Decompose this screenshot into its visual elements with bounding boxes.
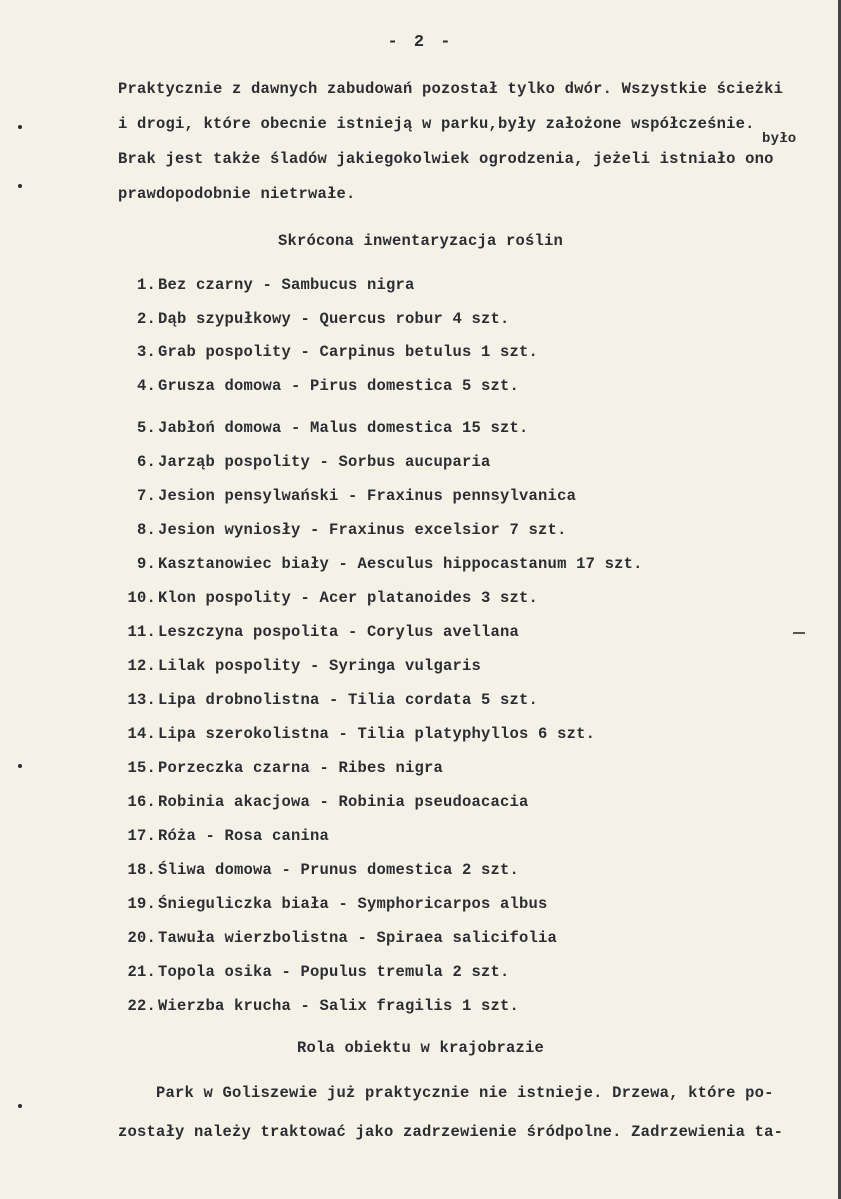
item-number: 12. xyxy=(127,657,156,675)
item-number: 3. xyxy=(136,343,156,361)
item-number: 10. xyxy=(127,589,156,607)
item-text: Lipa drobnolistna - Tilia cordata 5 szt. xyxy=(158,691,539,709)
intro-line-3: Brak jest także śladów jakiegokolwiek ogrodzenia, jeżeli istniało ono xyxy=(118,150,774,168)
binding-hole-dot xyxy=(18,125,22,129)
item-number: 22. xyxy=(127,997,156,1015)
page-number: - 2 - xyxy=(387,33,454,52)
list-item xyxy=(118,895,548,913)
item-text: Grab pospolity - Carpinus betulus 1 szt. xyxy=(158,343,539,361)
item-number: 9. xyxy=(136,555,156,573)
list-item xyxy=(118,453,491,471)
item-number: 15. xyxy=(127,759,156,777)
list-item xyxy=(118,521,567,539)
list-item xyxy=(118,963,510,981)
list-item xyxy=(118,343,538,361)
list-item xyxy=(118,657,481,675)
item-text: Róża - Rosa canina xyxy=(158,827,330,845)
item-number: 6. xyxy=(136,453,156,471)
item-text: Grusza domowa - Pirus domestica 5 szt. xyxy=(158,377,520,395)
item-text: Dąb szypułkowy - Quercus robur 4 szt. xyxy=(158,310,510,328)
item-text: Kasztanowiec biały - Aesculus hippocastanum 17 szt. xyxy=(158,555,643,573)
list-item xyxy=(118,276,415,294)
list-item xyxy=(118,589,538,607)
item-text: Wierzba krucha - Salix fragilis 1 szt. xyxy=(158,997,520,1015)
intro-line-4: prawdopodobnie nietrwałe. xyxy=(118,185,356,203)
item-number: 7. xyxy=(136,487,156,505)
item-text: Porzeczka czarna - Ribes nigra xyxy=(158,759,444,777)
list-item xyxy=(118,419,529,437)
item-number: 18. xyxy=(127,861,156,879)
list-item xyxy=(118,929,557,947)
role-line-1: Park w Goliszewie już praktycznie nie istnieje. Drzewa, które po- xyxy=(156,1084,774,1102)
list-item xyxy=(118,377,519,395)
handwritten-insertion: było xyxy=(762,131,797,147)
list-item xyxy=(118,793,529,811)
item-number: 1. xyxy=(136,276,156,294)
list-item xyxy=(118,861,519,879)
item-number: 8. xyxy=(136,521,156,539)
item-number: 17. xyxy=(127,827,156,845)
item-number: 4. xyxy=(136,377,156,395)
binding-hole-dot xyxy=(18,184,22,188)
role-line-2: zostały należy traktować jako zadrzewienie śródpolne. Zadrzewienia ta- xyxy=(118,1123,784,1141)
list-item xyxy=(118,997,519,1015)
item-number: 19. xyxy=(127,895,156,913)
role-heading: Rola obiektu w krajobrazie xyxy=(296,1039,545,1057)
list-item xyxy=(118,725,595,743)
item-number: 2. xyxy=(136,310,156,328)
item-text: Topola osika - Populus tremula 2 szt. xyxy=(158,963,510,981)
item-number: 14. xyxy=(127,725,156,743)
item-text: Jabłoń domowa - Malus domestica 15 szt. xyxy=(158,419,529,437)
binding-hole-dot xyxy=(18,1104,22,1108)
list-item xyxy=(118,691,538,709)
margin-dash-mark xyxy=(793,632,805,634)
list-item xyxy=(118,759,443,777)
intro-line-1: Praktycznie z dawnych zabudowań pozostał tylko dwór. Wszystkie ścieżki xyxy=(118,80,784,98)
item-text: Śliwa domowa - Prunus domestica 2 szt. xyxy=(158,861,520,879)
item-text: Jesion pensylwański - Fraxinus pennsylvanica xyxy=(158,487,577,505)
item-text: Leszczyna pospolita - Corylus avellana xyxy=(158,623,520,641)
item-number: 13. xyxy=(127,691,156,709)
item-number: 20. xyxy=(127,929,156,947)
list-item xyxy=(118,555,643,573)
item-text: Lipa szerokolistna - Tilia platyphyllos 6 szt. xyxy=(158,725,596,743)
item-text: Klon pospolity - Acer platanoides 3 szt. xyxy=(158,589,539,607)
list-item xyxy=(118,623,519,641)
item-text: Śnieguliczka biała - Symphoricarpos albus xyxy=(158,895,548,913)
list-item xyxy=(118,310,510,328)
item-text: Jarząb pospolity - Sorbus aucuparia xyxy=(158,453,491,471)
item-number: 5. xyxy=(136,419,156,437)
item-text: Lilak pospolity - Syringa vulgaris xyxy=(158,657,482,675)
item-text: Robinia akacjowa - Robinia pseudoacacia xyxy=(158,793,529,811)
intro-line-2: i drogi, które obecnie istnieją w parku,były założone współcześnie. xyxy=(118,115,755,133)
binding-hole-dot xyxy=(18,764,22,768)
item-text: Bez czarny - Sambucus nigra xyxy=(158,276,415,294)
list-item xyxy=(118,487,576,505)
item-number: 11. xyxy=(127,623,156,641)
item-text: Jesion wyniosły - Fraxinus excelsior 7 szt. xyxy=(158,521,567,539)
item-number: 21. xyxy=(127,963,156,981)
inventory-heading: Skrócona inwentaryzacja roślin xyxy=(277,232,564,250)
item-number: 16. xyxy=(127,793,156,811)
list-item xyxy=(118,827,329,845)
item-text: Tawuła wierzbolistna - Spiraea salicifolia xyxy=(158,929,558,947)
